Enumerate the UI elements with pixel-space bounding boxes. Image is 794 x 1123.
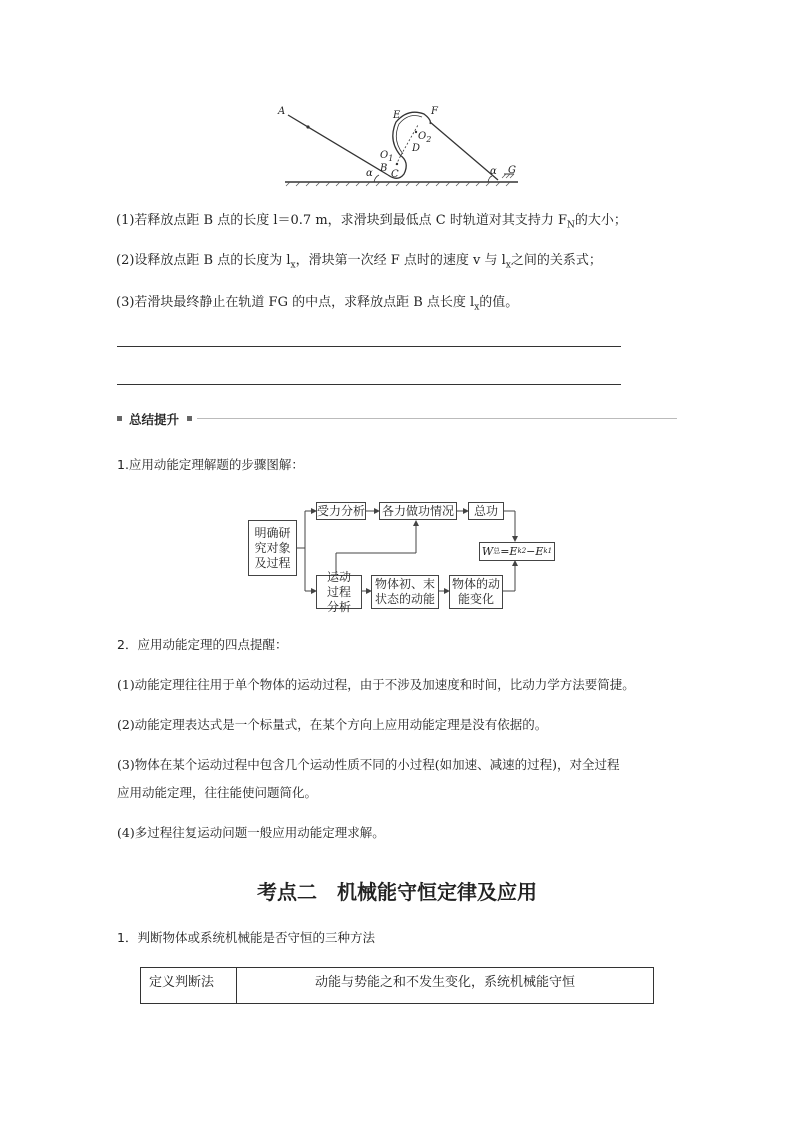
flow-ke-change-box: 物体的动能变化 — [449, 575, 503, 609]
flow-total-work-box: 总功 — [468, 502, 504, 520]
label-c: C — [391, 169, 399, 180]
label-f: F — [431, 106, 438, 117]
question-2: (2)设释放点距 B 点的长度为 $l_x$，滑块第一次经 F 点时的速度 v 与 $l_x$之间的关系式； — [116, 253, 602, 271]
flow-motion-analysis-box: 运动过程分析 — [316, 575, 362, 609]
flow-work-box: 各力做功情况 — [379, 502, 457, 520]
flow-initial-final-ke-box: 物体初、末状态的动能 — [371, 575, 439, 609]
table-row — [141, 968, 654, 1004]
label-a: A — [278, 106, 286, 117]
description-cell: 动能与势能之和不发生变化，系统机械能守恒 — [237, 968, 654, 1004]
slider-block — [306, 125, 309, 128]
answer-line-2 — [117, 384, 621, 385]
question-1: (1)若释放点距 B 点的长度 l＝0.7 m，求滑块到最低点 C 时轨道对其支持力 $F_N$的大小； — [116, 213, 627, 231]
label-d: D — [412, 143, 421, 154]
summary-intro: 1.应用动能定理解题的步骤图解： — [117, 457, 304, 472]
flow-force-analysis-box: 受力分析 — [316, 502, 366, 520]
reminder-3-cont: 应用动能定理，往往能使问题简化。 — [117, 785, 318, 800]
section-intro: 1．判断物体或系统机械能是否守恒的三种方法 — [117, 930, 375, 945]
flow-start-box: 明确研究对象及过程 — [248, 520, 297, 576]
section-title: 考点二 机械能守恒定律及应用 — [257, 880, 537, 904]
reminder-2: (2)动能定理表达式是一个标量式，在某个方向上应用动能定理是没有依据的。 — [117, 717, 548, 732]
method-table — [140, 967, 654, 1004]
flow-equation-box: W 总 =E k2 −E k1 — [479, 542, 555, 561]
label-g: G — [508, 165, 516, 176]
incline-fg — [430, 122, 498, 180]
label-alpha-right: α — [490, 166, 497, 177]
label-o2: $O_2$ — [418, 131, 432, 144]
incline-ab — [288, 115, 388, 175]
question-3: (3)若滑块最终静止在轨道 FG 的中点，求释放点距 B 点长度 $l_x$的值。 — [116, 295, 519, 313]
label-b: B — [380, 163, 388, 174]
label-e: E — [393, 110, 401, 121]
method-cell: 定义判断法 — [141, 968, 237, 1004]
summary-header-title: 总结提升 — [129, 412, 180, 427]
reminder-3: (3)物体在某个运动过程中包含几个运动性质不同的小过程(如加速、减速的过程)，对全过程 — [117, 757, 620, 772]
label-o1: $O_1$ — [380, 150, 394, 163]
label-alpha-left: α — [366, 168, 373, 179]
answer-line-1 — [117, 346, 621, 347]
reminder-title: 2．应用动能定理的四点提醒： — [117, 637, 288, 652]
reminder-1: (1)动能定理往往用于单个物体的运动过程，由于不涉及加速度和时间，比动力学方法要简捷。 — [117, 677, 635, 692]
reminder-4: (4)多过程往复运动问题一般应用动能定理求解。 — [117, 825, 385, 840]
summary-header — [117, 410, 677, 428]
